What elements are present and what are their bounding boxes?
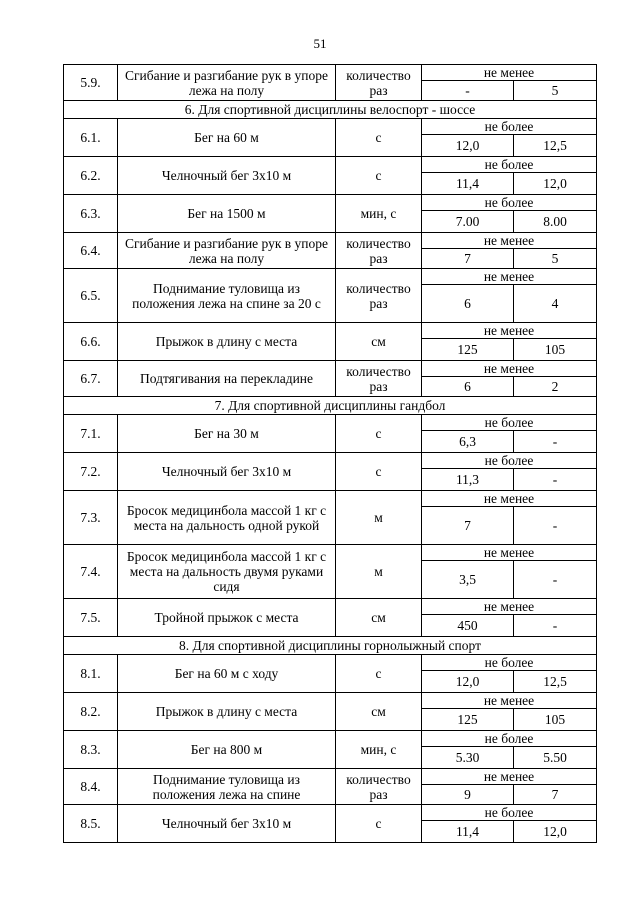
table-row <box>64 415 597 431</box>
value-girls: - <box>514 561 597 599</box>
unit-cell: м <box>336 491 422 545</box>
condition-cell: не более <box>422 731 597 747</box>
section-title: 8. Для спортивной дисциплины горнолыжный спорт <box>64 637 597 655</box>
table-row <box>64 491 597 507</box>
value-girls: 5 <box>514 249 597 269</box>
exercise-name: Тройной прыжок с места <box>118 599 336 637</box>
item-number: 8.4. <box>64 769 118 805</box>
value-girls: 12,5 <box>514 135 597 157</box>
item-number: 6.6. <box>64 323 118 361</box>
item-number: 8.3. <box>64 731 118 769</box>
unit-cell: с <box>336 453 422 491</box>
item-number: 7.5. <box>64 599 118 637</box>
value-girls: 105 <box>514 709 597 731</box>
item-number: 5.9. <box>64 65 118 101</box>
exercise-name: Бег на 60 м <box>118 119 336 157</box>
exercise-name: Челночный бег 3x10 м <box>118 805 336 843</box>
value-girls: 105 <box>514 339 597 361</box>
section-title: 7. Для спортивной дисциплины гандбол <box>64 397 597 415</box>
unit-cell: с <box>336 655 422 693</box>
value-girls: 8.00 <box>514 211 597 233</box>
unit-cell: количество раз <box>336 769 422 805</box>
value-girls: - <box>514 431 597 453</box>
table-row <box>64 233 597 249</box>
exercise-name: Прыжок в длину с места <box>118 693 336 731</box>
value-boys: 6 <box>422 285 514 323</box>
exercise-name: Поднимание туловища из положения лежа на спине <box>118 769 336 805</box>
value-boys: 12,0 <box>422 671 514 693</box>
exercise-name: Бросок медицинбола массой 1 кг с места на дальность двумя руками сидя <box>118 545 336 599</box>
value-boys: 5.30 <box>422 747 514 769</box>
item-number: 7.3. <box>64 491 118 545</box>
unit-cell: мин, с <box>336 195 422 233</box>
value-girls: - <box>514 507 597 545</box>
condition-cell: не менее <box>422 545 597 561</box>
condition-cell: не более <box>422 655 597 671</box>
condition-cell: не менее <box>422 269 597 285</box>
value-girls: 5.50 <box>514 747 597 769</box>
item-number: 7.4. <box>64 545 118 599</box>
condition-cell: не более <box>422 805 597 821</box>
exercise-name: Прыжок в длину с места <box>118 323 336 361</box>
value-boys: 3,5 <box>422 561 514 599</box>
unit-cell: см <box>336 693 422 731</box>
item-number: 6.7. <box>64 361 118 397</box>
item-number: 8.5. <box>64 805 118 843</box>
condition-cell: не менее <box>422 769 597 785</box>
table-row <box>64 545 597 561</box>
value-girls: 12,0 <box>514 821 597 843</box>
condition-cell: не менее <box>422 599 597 615</box>
condition-cell: не более <box>422 157 597 173</box>
exercise-name: Сгибание и разгибание рук в упоре лежа на полу <box>118 65 336 101</box>
item-number: 6.1. <box>64 119 118 157</box>
value-boys: 6 <box>422 377 514 397</box>
exercise-name: Подтягивания на перекладине <box>118 361 336 397</box>
table-row <box>64 65 597 81</box>
item-number: 8.2. <box>64 693 118 731</box>
section-title: 6. Для спортивной дисциплины велоспорт - шоссе <box>64 101 597 119</box>
item-number: 6.2. <box>64 157 118 195</box>
value-girls: - <box>514 469 597 491</box>
value-boys: 450 <box>422 615 514 637</box>
unit-cell: количество раз <box>336 269 422 323</box>
value-girls: 5 <box>514 81 597 101</box>
exercise-name: Бег на 800 м <box>118 731 336 769</box>
unit-cell: см <box>336 599 422 637</box>
exercise-name: Бег на 1500 м <box>118 195 336 233</box>
value-girls: 2 <box>514 377 597 397</box>
condition-cell: не более <box>422 415 597 431</box>
value-boys: - <box>422 81 514 101</box>
table-row <box>64 731 597 747</box>
condition-cell: не менее <box>422 491 597 507</box>
norms-table <box>63 64 597 843</box>
unit-cell: количество раз <box>336 361 422 397</box>
unit-cell: количество раз <box>336 233 422 269</box>
condition-cell: не менее <box>422 361 597 377</box>
value-boys: 125 <box>422 709 514 731</box>
condition-cell: не более <box>422 119 597 135</box>
value-girls: 4 <box>514 285 597 323</box>
item-number: 8.1. <box>64 655 118 693</box>
value-boys: 7 <box>422 249 514 269</box>
value-boys: 11,4 <box>422 821 514 843</box>
page-number: 51 <box>313 36 327 51</box>
exercise-name: Сгибание и разгибание рук в упоре лежа на полу <box>118 233 336 269</box>
table-row <box>64 769 597 785</box>
unit-cell: с <box>336 119 422 157</box>
exercise-name: Челночный бег 3x10 м <box>118 453 336 491</box>
norms-table-body <box>64 65 597 843</box>
table-row <box>64 157 597 173</box>
value-boys: 11,3 <box>422 469 514 491</box>
condition-cell: не более <box>422 195 597 211</box>
section-row <box>64 101 597 119</box>
exercise-name: Бег на 60 м с ходу <box>118 655 336 693</box>
value-girls: - <box>514 615 597 637</box>
table-row <box>64 453 597 469</box>
item-number: 6.4. <box>64 233 118 269</box>
value-girls: 12,5 <box>514 671 597 693</box>
condition-cell: не менее <box>422 693 597 709</box>
section-row <box>64 397 597 415</box>
table-row <box>64 323 597 339</box>
item-number: 6.3. <box>64 195 118 233</box>
value-girls: 7 <box>514 785 597 805</box>
condition-cell: не менее <box>422 233 597 249</box>
value-boys: 12,0 <box>422 135 514 157</box>
table-row <box>64 655 597 671</box>
unit-cell: количество раз <box>336 65 422 101</box>
table-row <box>64 361 597 377</box>
value-boys: 125 <box>422 339 514 361</box>
exercise-name: Поднимание туловища из положения лежа на спине за 20 с <box>118 269 336 323</box>
table-row <box>64 693 597 709</box>
condition-cell: не менее <box>422 323 597 339</box>
exercise-name: Бег на 30 м <box>118 415 336 453</box>
item-number: 6.5. <box>64 269 118 323</box>
unit-cell: с <box>336 805 422 843</box>
table-row <box>64 119 597 135</box>
exercise-name: Бросок медицинбола массой 1 кг с места на дальность одной рукой <box>118 491 336 545</box>
table-row <box>64 805 597 821</box>
value-boys: 6,3 <box>422 431 514 453</box>
unit-cell: с <box>336 415 422 453</box>
value-boys: 9 <box>422 785 514 805</box>
value-girls: 12,0 <box>514 173 597 195</box>
unit-cell: с <box>336 157 422 195</box>
exercise-name: Челночный бег 3x10 м <box>118 157 336 195</box>
value-boys: 11,4 <box>422 173 514 195</box>
unit-cell: см <box>336 323 422 361</box>
item-number: 7.1. <box>64 415 118 453</box>
item-number: 7.2. <box>64 453 118 491</box>
table-row <box>64 599 597 615</box>
value-boys: 7.00 <box>422 211 514 233</box>
table-row <box>64 269 597 285</box>
section-row <box>64 637 597 655</box>
condition-cell: не более <box>422 453 597 469</box>
unit-cell: м <box>336 545 422 599</box>
unit-cell: мин, с <box>336 731 422 769</box>
value-boys: 7 <box>422 507 514 545</box>
table-row <box>64 195 597 211</box>
condition-cell: не менее <box>422 65 597 81</box>
